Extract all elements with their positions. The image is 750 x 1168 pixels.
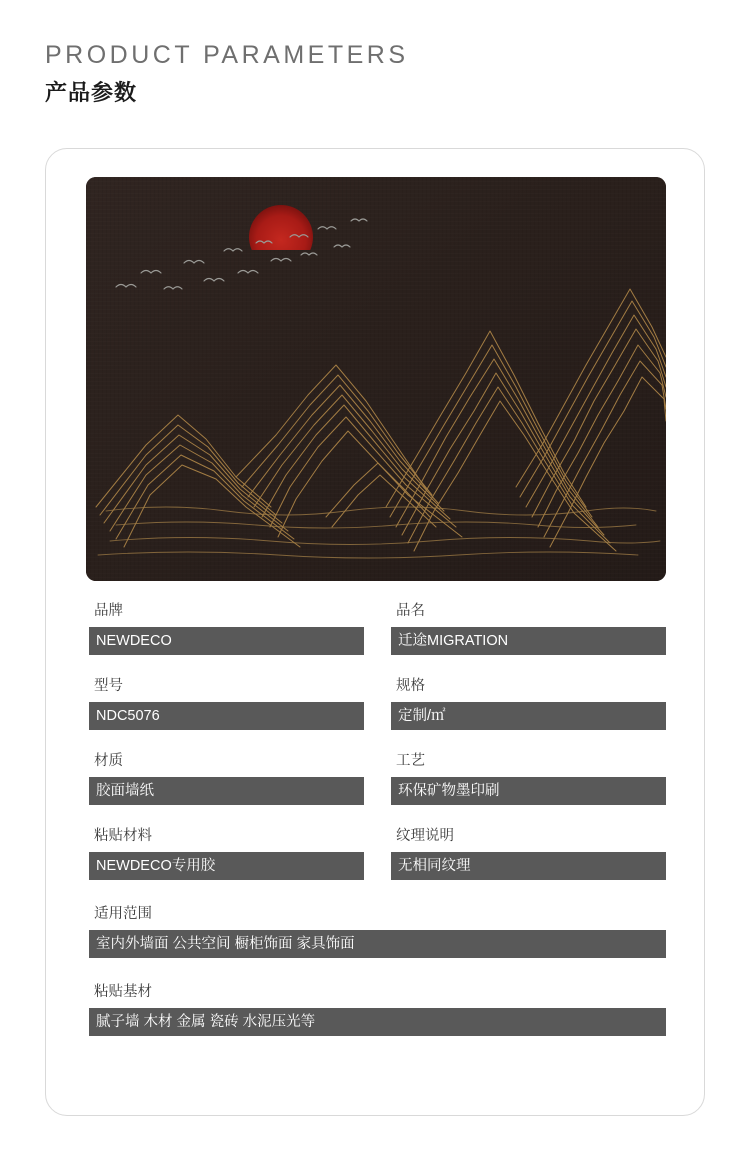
spec-label: 品名 bbox=[396, 603, 425, 619]
spec-value: NEWDECO bbox=[86, 627, 364, 655]
spec-cell-adhesive bbox=[86, 826, 364, 880]
page-header bbox=[45, 38, 409, 109]
spec-label: 品牌 bbox=[94, 603, 123, 619]
spec-label: 纹理说明 bbox=[396, 828, 454, 844]
spec-cell-product-name bbox=[388, 601, 666, 655]
spec-value: 腻子墙 木材 金属 瓷砖 水泥压光等 bbox=[86, 1008, 666, 1036]
spec-value: 定制/㎡ bbox=[388, 702, 666, 730]
spec-value: 胶面墙纸 bbox=[86, 777, 364, 805]
spec-value: 环保矿物墨印刷 bbox=[388, 777, 666, 805]
spec-row bbox=[86, 982, 666, 1036]
spec-row bbox=[86, 676, 666, 730]
spec-value: NEWDECO专用胶 bbox=[86, 852, 364, 880]
spec-cell-material bbox=[86, 751, 364, 805]
spec-row bbox=[86, 904, 666, 958]
spec-label: 型号 bbox=[94, 678, 123, 694]
spec-label: 规格 bbox=[396, 678, 425, 694]
ink-landscape-mural bbox=[86, 177, 666, 581]
spec-value: NDC5076 bbox=[86, 702, 364, 730]
spec-cell-texture-note bbox=[388, 826, 666, 880]
spec-value: 室内外墙面 公共空间 橱柜饰面 家具饰面 bbox=[86, 930, 666, 958]
page-title-chinese: 产品参数 bbox=[45, 80, 138, 105]
spec-cell-craft bbox=[388, 751, 666, 805]
spec-cell-application-scope bbox=[86, 904, 666, 958]
page-title-english: PRODUCT PARAMETERS bbox=[45, 41, 409, 69]
spec-row bbox=[86, 826, 666, 880]
parameters-card bbox=[45, 148, 705, 1116]
spec-row bbox=[86, 601, 666, 655]
spec-cell-specification bbox=[388, 676, 666, 730]
spec-value: 迁途MIGRATION bbox=[388, 627, 666, 655]
spec-label: 粘贴基材 bbox=[94, 984, 152, 1000]
spec-cell-substrate bbox=[86, 982, 666, 1036]
spec-label: 适用范围 bbox=[94, 906, 152, 922]
spec-cell-model bbox=[86, 676, 364, 730]
spec-value: 无相同纹理 bbox=[388, 852, 666, 880]
spec-cell-brand bbox=[86, 601, 364, 655]
spec-row bbox=[86, 751, 666, 805]
spec-label: 工艺 bbox=[396, 753, 425, 769]
spec-label: 粘贴材料 bbox=[94, 828, 152, 844]
specifications-list bbox=[86, 601, 666, 1057]
spec-label: 材质 bbox=[94, 753, 123, 769]
